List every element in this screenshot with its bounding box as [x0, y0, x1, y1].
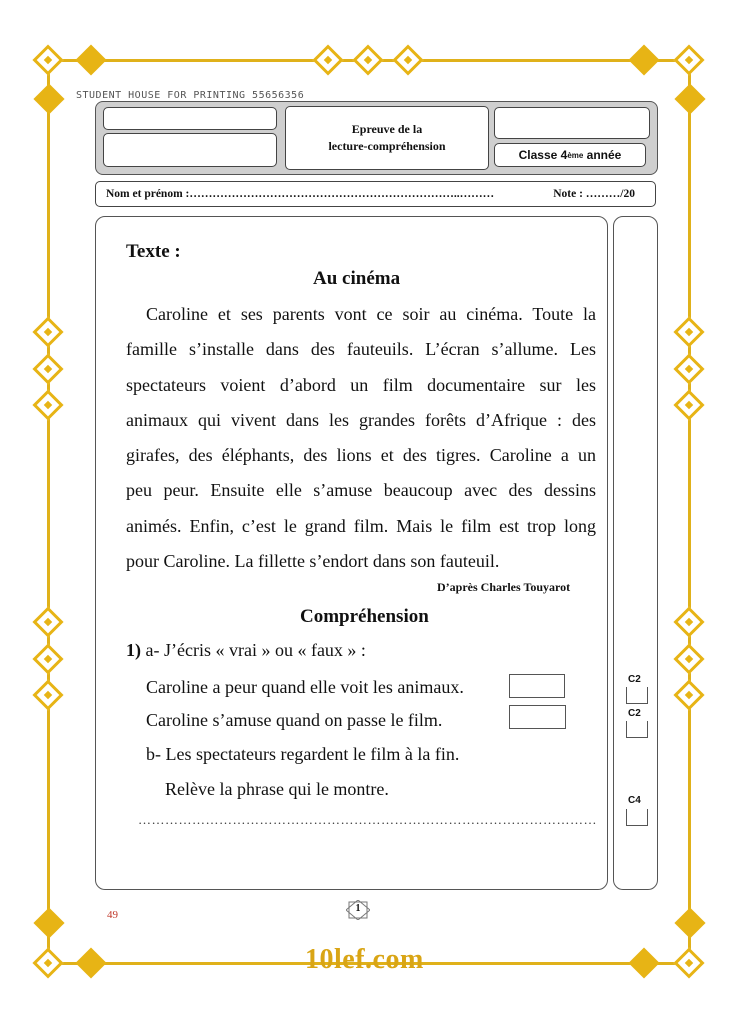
frame-ornament — [32, 353, 63, 384]
exam-title-line-2: lecture-compréhension — [328, 139, 446, 153]
passage-line: animés. Enfin, c’est le grand film. Mais le film est trop long — [126, 515, 596, 536]
class-label: Classe 4 ème année — [494, 143, 646, 167]
exam-title-line-1: Epreuve de la — [351, 122, 423, 136]
frame-ornament — [32, 643, 63, 674]
frame-ornament — [352, 44, 383, 75]
exam-title — [285, 106, 489, 170]
frame-ornament — [33, 907, 64, 938]
statement-2: Caroline s’amuse quand on passe le film. — [146, 710, 443, 730]
frame-ornament — [674, 83, 705, 114]
passage-line: spectateurs voient d’abord un film documentaire sur les — [126, 374, 596, 395]
question-1b: b- Les spectateurs regardent le film à la fin. — [146, 744, 460, 764]
frame-left — [47, 59, 50, 964]
statement-1: Caroline a peur quand elle voit les animaux. — [146, 677, 464, 697]
passage-line: girafes, des éléphants, des lions et des tigres. Caroline a un — [126, 445, 596, 466]
frame-ornament — [673, 947, 704, 978]
answer-box-1[interactable] — [509, 674, 565, 698]
page-number-badge — [346, 900, 370, 920]
question-1 — [126, 640, 366, 661]
frame-ornament — [32, 316, 63, 347]
answer-box-2[interactable] — [509, 705, 566, 729]
passage-line: Caroline et ses parents vont ce soir au cinéma. Toute la — [146, 304, 596, 324]
frame-ornament — [33, 83, 64, 114]
passage-line: pour Caroline. La fillette s’endort dans son fauteuil. — [126, 551, 500, 572]
note-field-label: Note : ………/20 — [553, 188, 635, 200]
frame-ornament — [75, 947, 106, 978]
frame-ornament — [312, 44, 343, 75]
frame-ornament — [673, 679, 704, 710]
page-number: 1 — [355, 903, 361, 914]
text-label: Texte : — [126, 241, 181, 262]
name-note-bar — [95, 181, 656, 207]
frame-ornament — [628, 947, 659, 978]
frame-ornament — [673, 389, 704, 420]
frame-ornament — [673, 316, 704, 347]
frame-ornament — [674, 907, 705, 938]
frame-ornament — [32, 389, 63, 420]
criterion-label: C4 — [628, 795, 641, 806]
frame-ornament — [32, 44, 63, 75]
header-field-left-1 — [103, 107, 277, 130]
passage-line: animaux qui vivent dans les grandes forêts d’Afrique : des — [126, 409, 596, 430]
frame-ornament — [673, 606, 704, 637]
comprehension-title: Compréhension — [300, 606, 429, 627]
reading-passage — [126, 297, 596, 579]
frame-ornament — [673, 643, 704, 674]
text-title: Au cinéma — [313, 268, 401, 289]
passage-line: famille s’installe dans des fauteuils. L’écran s’allume. Les — [126, 339, 596, 360]
frame-ornament — [673, 44, 704, 75]
frame-ornament — [32, 947, 63, 978]
question-1a-text: a- J’écris « vrai » ou « faux » : — [141, 640, 366, 660]
printer-header: STUDENT HOUSE FOR PRINTING 55656356 — [76, 90, 305, 101]
criterion-box[interactable] — [626, 809, 648, 826]
text-source: D’après Charles Touyarot — [437, 580, 571, 594]
question-1b-instruction: Relève la phrase qui le montre. — [165, 779, 389, 799]
answer-line[interactable]: ………………………………………………………………………………………… — [138, 812, 597, 827]
name-field-label: Nom et prénom :……………………………………………………………..……… — [106, 188, 495, 200]
criterion-label: C2 — [628, 674, 641, 685]
frame-ornament — [392, 44, 423, 75]
frame-ornament — [32, 606, 63, 637]
criteria-panel — [613, 216, 658, 890]
header-field-right — [494, 107, 650, 139]
criterion-box[interactable] — [626, 721, 648, 738]
frame-ornament — [75, 44, 106, 75]
frame-ornament — [673, 353, 704, 384]
frame-right — [688, 59, 691, 964]
page-reference-number: 49 — [107, 909, 118, 921]
frame-ornament — [32, 679, 63, 710]
frame-ornament — [628, 44, 659, 75]
question-number: 1) — [126, 640, 141, 660]
passage-line: peu peur. Ensuite elle s’amuse beaucoup avec des dessins — [126, 480, 596, 501]
site-watermark[interactable]: 10lef.com — [305, 944, 424, 975]
criterion-box[interactable] — [626, 687, 648, 704]
header-field-left-2 — [103, 133, 277, 167]
criterion-label: C2 — [628, 708, 641, 719]
